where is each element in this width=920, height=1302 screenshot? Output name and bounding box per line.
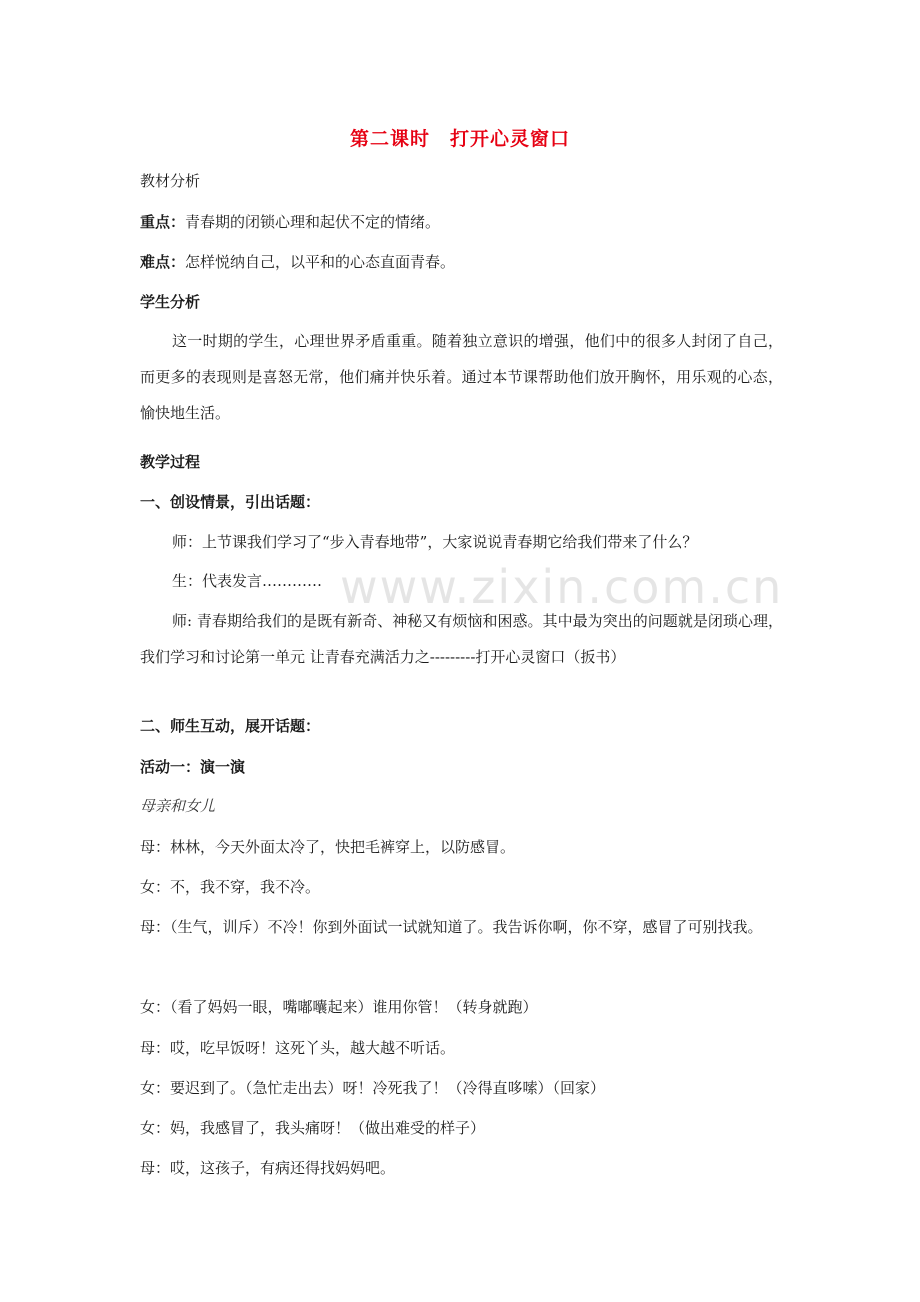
difficult-point [140, 252, 785, 272]
section-one-heading: 一、创设情景，引出话题： [140, 493, 321, 511]
dialogue-line: 母：林林，今天外面太冷了，快把毛裤穿上，以防感冒。 [140, 838, 516, 856]
student-analysis-paragraph: 这一时期的学生，心理世界矛盾重重。随着独立意识的增强，他们中的很多人封闭了自己，而更多的表现则是喜怒无常，他们痛并快乐着。通过本节课帮助他们放开胸怀，用乐观的心态，愉快地生活。 [140, 332, 783, 422]
dialogue-line: 女：妈，我感冒了，我头痛呀！（做出难受的样子） [140, 1119, 486, 1137]
textbook-analysis-heading: 教材分析 [140, 172, 201, 190]
section-two-heading: 二、师生互动，展开话题： [140, 717, 321, 735]
lesson-title: 第二课时 打开心灵窗口 [349, 128, 570, 150]
dialogue-mother-scolding: 母：（生气，训斥）不冷！你到外面试一试就知道了。我告诉你啊，你不穿，感冒了可别找我。 [140, 918, 763, 936]
dialogue-line: 女：要迟到了。（急忙走出去）呀！冷死我了！（冷得直哆嗦）（回家） [140, 1079, 606, 1097]
key-point-text: 青春期的闭锁心理和起伏不定的情绪。 [185, 213, 441, 231]
difficult-point-label: 难点： [140, 253, 186, 271]
student-analysis-heading: 学生分析 [140, 293, 201, 311]
watermark: www.zixin.com.cn [340, 560, 784, 614]
key-point-label: 重点： [140, 213, 186, 231]
scene-title: 母亲和女儿 [140, 797, 216, 815]
key-point [140, 212, 785, 232]
dialogue-line: 母：哎，吃早饭呀！这死丫头，越大越不听话。 [140, 1039, 456, 1057]
dialogue-line: 母：哎，这孩子，有病还得找妈妈吧。 [140, 1159, 396, 1177]
teacher-explanation-paragraph: 师: 青春期给我们的是既有新奇、神秘又有烦恼和困惑。其中最为突出的问题就是闭琐心理，我们学习和讨论第一单元 让青春充满活力之---------打开心灵窗口（扳书） [140, 612, 783, 666]
teaching-process-heading: 教学过程 [140, 453, 201, 471]
dialogue-line: 女：（看了妈妈一眼，嘴嘟囔起来）谁用你管！（转身就跑） [140, 998, 538, 1016]
student-response: 生：代表发言………… [172, 572, 323, 590]
dialogue-line: 女：不，我不穿，我不冷。 [140, 878, 321, 896]
difficult-point-text: 怎样悦纳自己，以平和的心态直面青春。 [185, 253, 456, 271]
teacher-question: 师：上节课我们学习了“步入青春地带”，大家说说青春期它给我们带来了什么？ [172, 533, 698, 551]
activity-one-heading: 活动一：演一演 [140, 758, 246, 776]
